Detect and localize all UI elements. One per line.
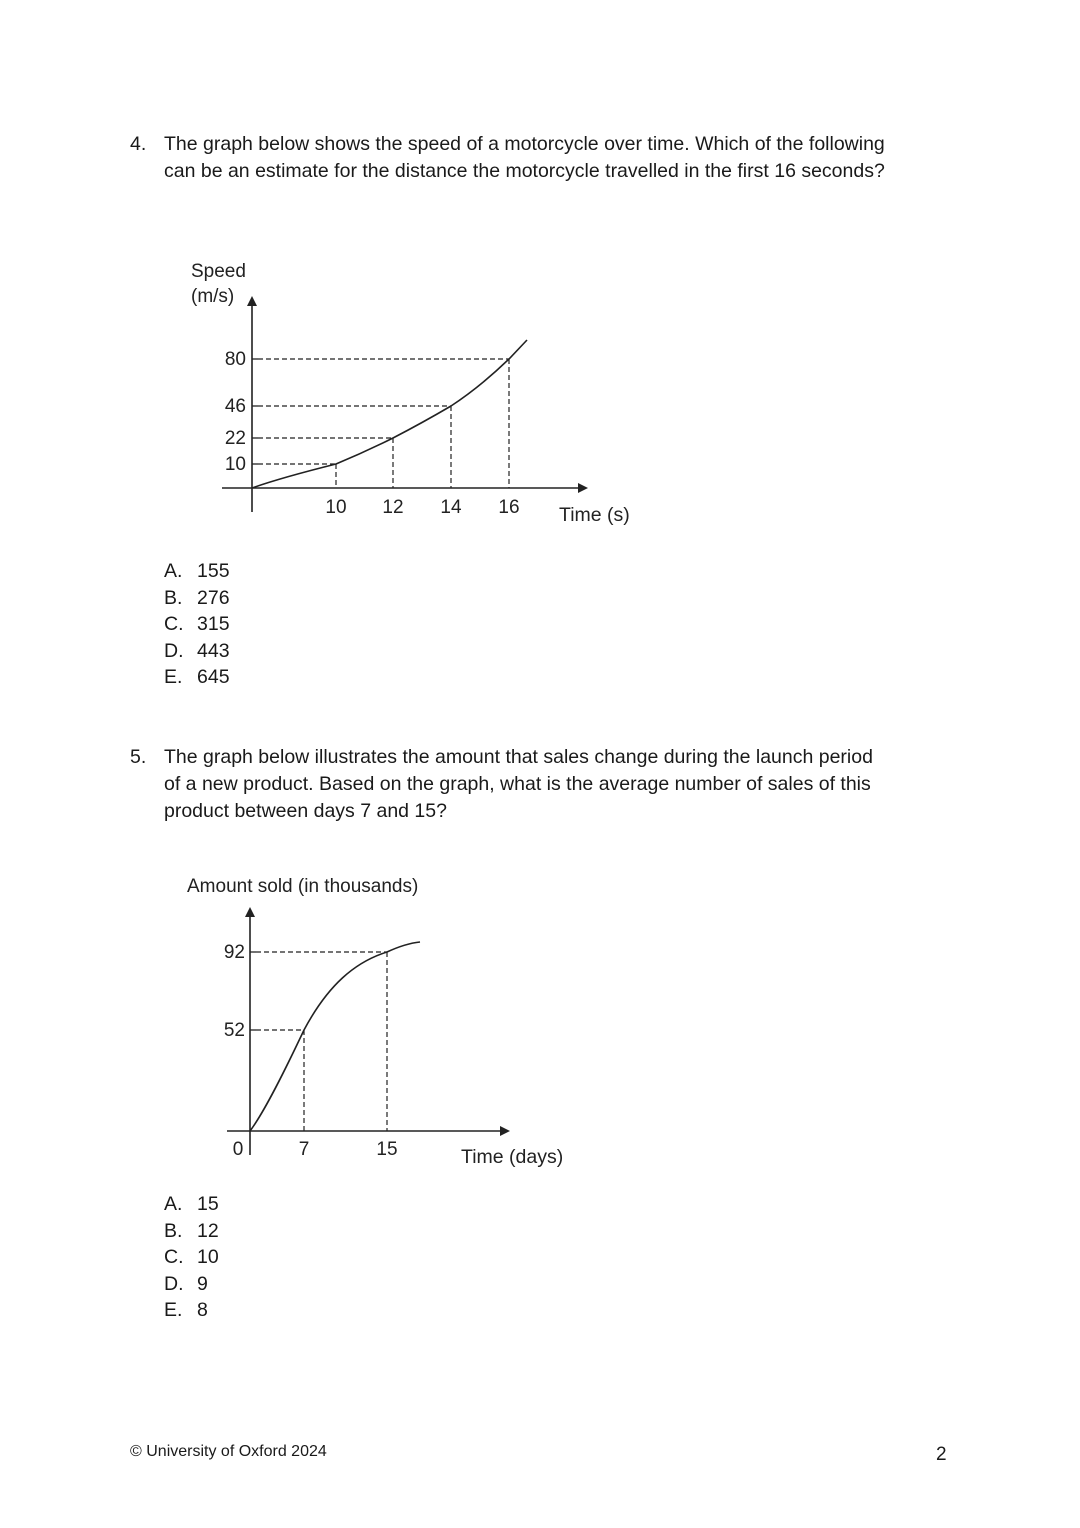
option-value: 645 xyxy=(197,666,230,689)
chart1-x-tick-12: 12 xyxy=(382,497,404,518)
option-letter: E. xyxy=(164,1299,183,1322)
question-4-text xyxy=(164,131,960,185)
question-5-text xyxy=(164,744,960,825)
copyright-notice: © University of Oxford 2024 xyxy=(130,1443,327,1460)
question-4 xyxy=(130,131,960,185)
question-5 xyxy=(130,744,960,825)
question-4-option-a[interactable] xyxy=(164,558,230,585)
chart2-sales-curve xyxy=(250,942,420,1131)
option-value: 12 xyxy=(197,1219,219,1242)
chart1-y-ticks xyxy=(252,359,258,464)
chart1-y-tick-46: 46 xyxy=(224,396,246,417)
chart1-speed-curve xyxy=(252,340,527,488)
chart1-x-tick-10: 10 xyxy=(325,497,347,518)
option-letter: A. xyxy=(164,1193,183,1215)
option-letter: B. xyxy=(164,586,183,609)
chart1-xlabel: Time (s) xyxy=(559,504,630,526)
chart1-ylabel-line1: Speed xyxy=(191,261,246,282)
question-4-option-e[interactable] xyxy=(164,664,230,691)
option-value: 15 xyxy=(197,1193,219,1215)
question-4-option-c[interactable] xyxy=(164,611,230,638)
question-5-number: 5. xyxy=(130,746,147,768)
option-letter: E. xyxy=(164,666,183,689)
question-5-option-d[interactable] xyxy=(164,1271,219,1298)
option-value: 155 xyxy=(197,560,230,582)
chart1-y-tick-80: 80 xyxy=(224,349,246,370)
chart2-y-tick-52: 52 xyxy=(223,1020,245,1041)
question-5-option-e[interactable] xyxy=(164,1297,219,1324)
sales-time-chart xyxy=(187,876,563,1168)
chart2-y-tick-92: 92 xyxy=(223,942,245,963)
chart2-y-ticks xyxy=(250,952,256,1030)
question-4-number: 4. xyxy=(130,133,147,155)
page-number: 2 xyxy=(936,1444,947,1465)
question-4-option-d[interactable] xyxy=(164,638,230,665)
chart1-guide-lines xyxy=(258,359,509,488)
speed-time-chart xyxy=(191,261,630,526)
option-value: 443 xyxy=(197,639,230,662)
question-5-text-line-1: The graph below illustrates the amount that sales change during the launch period xyxy=(164,746,873,768)
question-5-text-line-3: product between days 7 and 15? xyxy=(164,800,447,822)
option-value: 10 xyxy=(197,1246,219,1269)
chart2-x-tick-7: 7 xyxy=(298,1139,310,1160)
question-4-option-b[interactable] xyxy=(164,585,230,612)
chart1-y-tick-22: 22 xyxy=(224,428,246,449)
option-letter: C. xyxy=(164,1246,184,1269)
chart2-guide-lines xyxy=(256,952,387,1131)
question-4-text-line-2: can be an estimate for the distance the motorcycle travelled in the first 16 seconds? xyxy=(164,160,885,182)
option-value: 9 xyxy=(197,1272,208,1295)
option-letter: D. xyxy=(164,639,184,662)
question-5-option-c[interactable] xyxy=(164,1244,219,1271)
option-letter: A. xyxy=(164,560,183,582)
chart2-xlabel: Time (days) xyxy=(461,1146,564,1168)
question-5-option-a[interactable] xyxy=(164,1191,219,1218)
option-letter: B. xyxy=(164,1219,183,1242)
chart1-ylabel-line2: (m/s) xyxy=(191,286,235,307)
chart1-x-tick-16: 16 xyxy=(498,497,520,518)
option-value: 276 xyxy=(197,586,230,609)
question-5-options xyxy=(164,1191,219,1324)
chart1-x-tick-14: 14 xyxy=(440,497,462,518)
chart2-x-tick-15: 15 xyxy=(376,1139,398,1160)
option-value: 8 xyxy=(197,1299,208,1322)
chart2-ylabel: Amount sold (in thousands) xyxy=(187,876,419,897)
option-letter: D. xyxy=(164,1272,184,1295)
question-4-text-line-1: The graph below shows the speed of a motorcycle over time. Which of the following xyxy=(164,133,885,155)
question-4-options xyxy=(164,558,230,691)
option-letter: C. xyxy=(164,613,184,636)
question-5-text-line-2: of a new product. Based on the graph, what is the average number of sales of this xyxy=(164,773,871,795)
chart1-y-tick-10: 10 xyxy=(224,454,246,475)
chart2-origin-label: 0 xyxy=(232,1139,244,1160)
option-value: 315 xyxy=(197,613,230,636)
question-5-option-b[interactable] xyxy=(164,1218,219,1245)
